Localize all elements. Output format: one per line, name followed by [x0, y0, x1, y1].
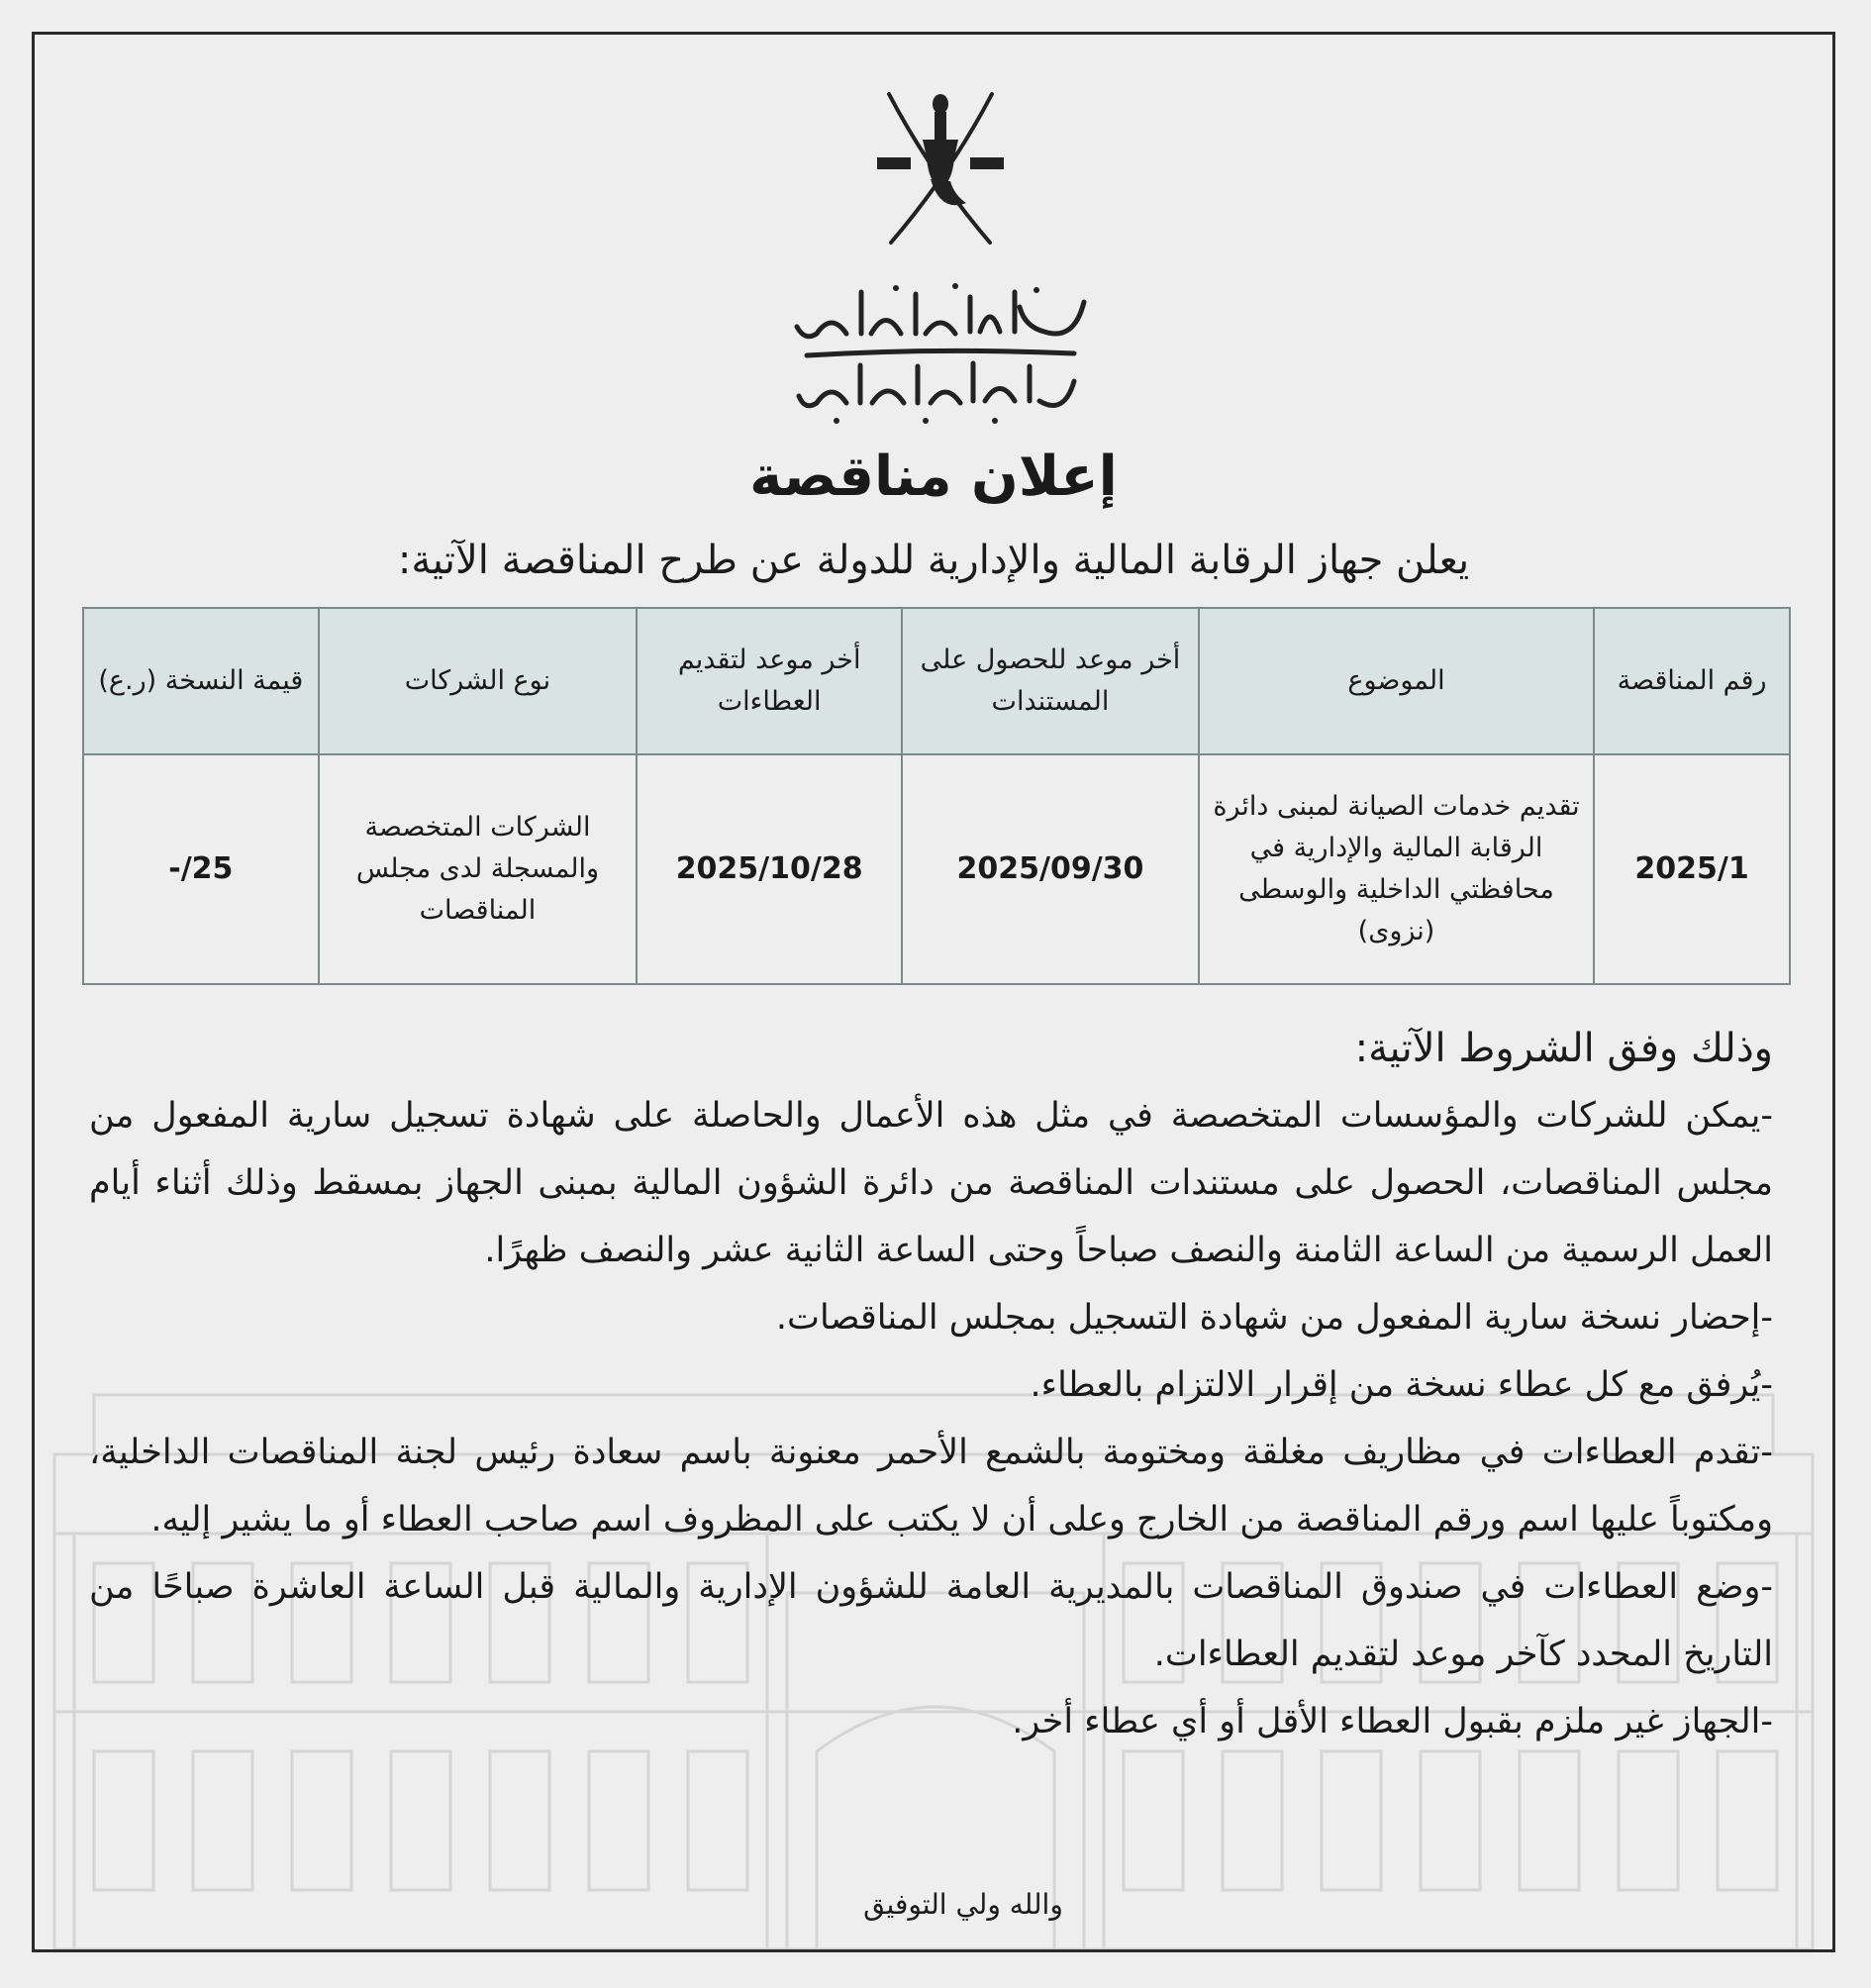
header-submit-deadline: أخر موعد لتقديم العطاءات — [637, 608, 902, 754]
announcement-subtitle: يعلن جهاز الرقابة المالية والإدارية للدولة عن طرح المناقصة الآتية: — [397, 538, 1470, 583]
announcement-title: إعلان مناقصة — [749, 445, 1118, 509]
header-company-type: نوع الشركات — [319, 608, 638, 754]
cell-number: 2025/1 — [1594, 754, 1790, 984]
condition-item: -تقدم العطاءات في مظاريف مغلقة ومختومة بالشمع الأحمر معنونة باسم سعادة رئيس لجنة المناقصات الداخلية، ومكتوباً عليها اسم ورقم المناقصة من الخارج وعلى أن لا يكتب على المظروف اسم صاحب العطاء أو ما يشير إليه. — [89, 1433, 1773, 1540]
condition-item: -وضع العطاءات في صندوق المناقصات بالمديرية العامة للشؤون الإدارية والمالية قبل الساعة العاشرة صباحًا من التاريخ المحدد كآخر موعد لتقديم العطاءات. — [89, 1567, 1773, 1674]
condition-item: -يُرفق مع كل عطاء نسخة من إقرار الالتزام بالعطاء. — [1030, 1365, 1773, 1405]
institution-logo — [777, 272, 1104, 431]
closing-phrase: والله ولي التوفيق — [863, 1888, 1063, 1921]
condition-item: -الجهاز غير ملزم بقبول العطاء الأقل أو أي عطاء أخر. — [1012, 1702, 1773, 1741]
national-emblem-icon — [871, 84, 1010, 252]
header-number: رقم المناقصة — [1594, 608, 1790, 754]
table-header-row — [83, 608, 1790, 754]
cell-subject: تقديم خدمات الصيانة لمبنى دائرة الرقابة المالية والإدارية في محافظتي الداخلية والوسطى (نزوى) — [1199, 754, 1594, 984]
cell-submit-deadline: 2025/10/28 — [637, 754, 902, 984]
announcement-frame — [32, 32, 1835, 1952]
conditions-section — [89, 1015, 1773, 1755]
conditions-intro: وذلك وفق الشروط الآتية: — [1354, 1026, 1773, 1071]
tender-table — [82, 607, 1791, 985]
header-docs-deadline: أخر موعد للحصول على المستندات — [902, 608, 1199, 754]
table-row — [83, 754, 1790, 984]
cell-docs-deadline: 2025/09/30 — [902, 754, 1199, 984]
condition-item: -يمكن للشركات والمؤسسات المتخصصة في مثل هذه الأعمال والحاصلة على شهادة تسجيل سارية المفعول من مجلس المناقصات، الحصول على مستندات المناقصة من دائرة الشؤون المالية بمبنى الجهاز بمسقط وذلك أثناء أيام العمل الرسمية من الساعة الثامنة والنصف صباحاً وحتى الساعة الثانية عشر والنصف ظهرًا. — [89, 1096, 1773, 1270]
condition-item: -إحضار نسخة سارية المفعول من شهادة التسجيل بمجلس المناقصات. — [775, 1298, 1773, 1338]
header-subject: الموضوع — [1199, 608, 1594, 754]
cell-company-type: الشركات المتخصصة والمسجلة لدى مجلس المناقصات — [319, 754, 638, 984]
header-price: قيمة النسخة (ر.ع) — [83, 608, 319, 754]
cell-price: 25/- — [83, 754, 319, 984]
